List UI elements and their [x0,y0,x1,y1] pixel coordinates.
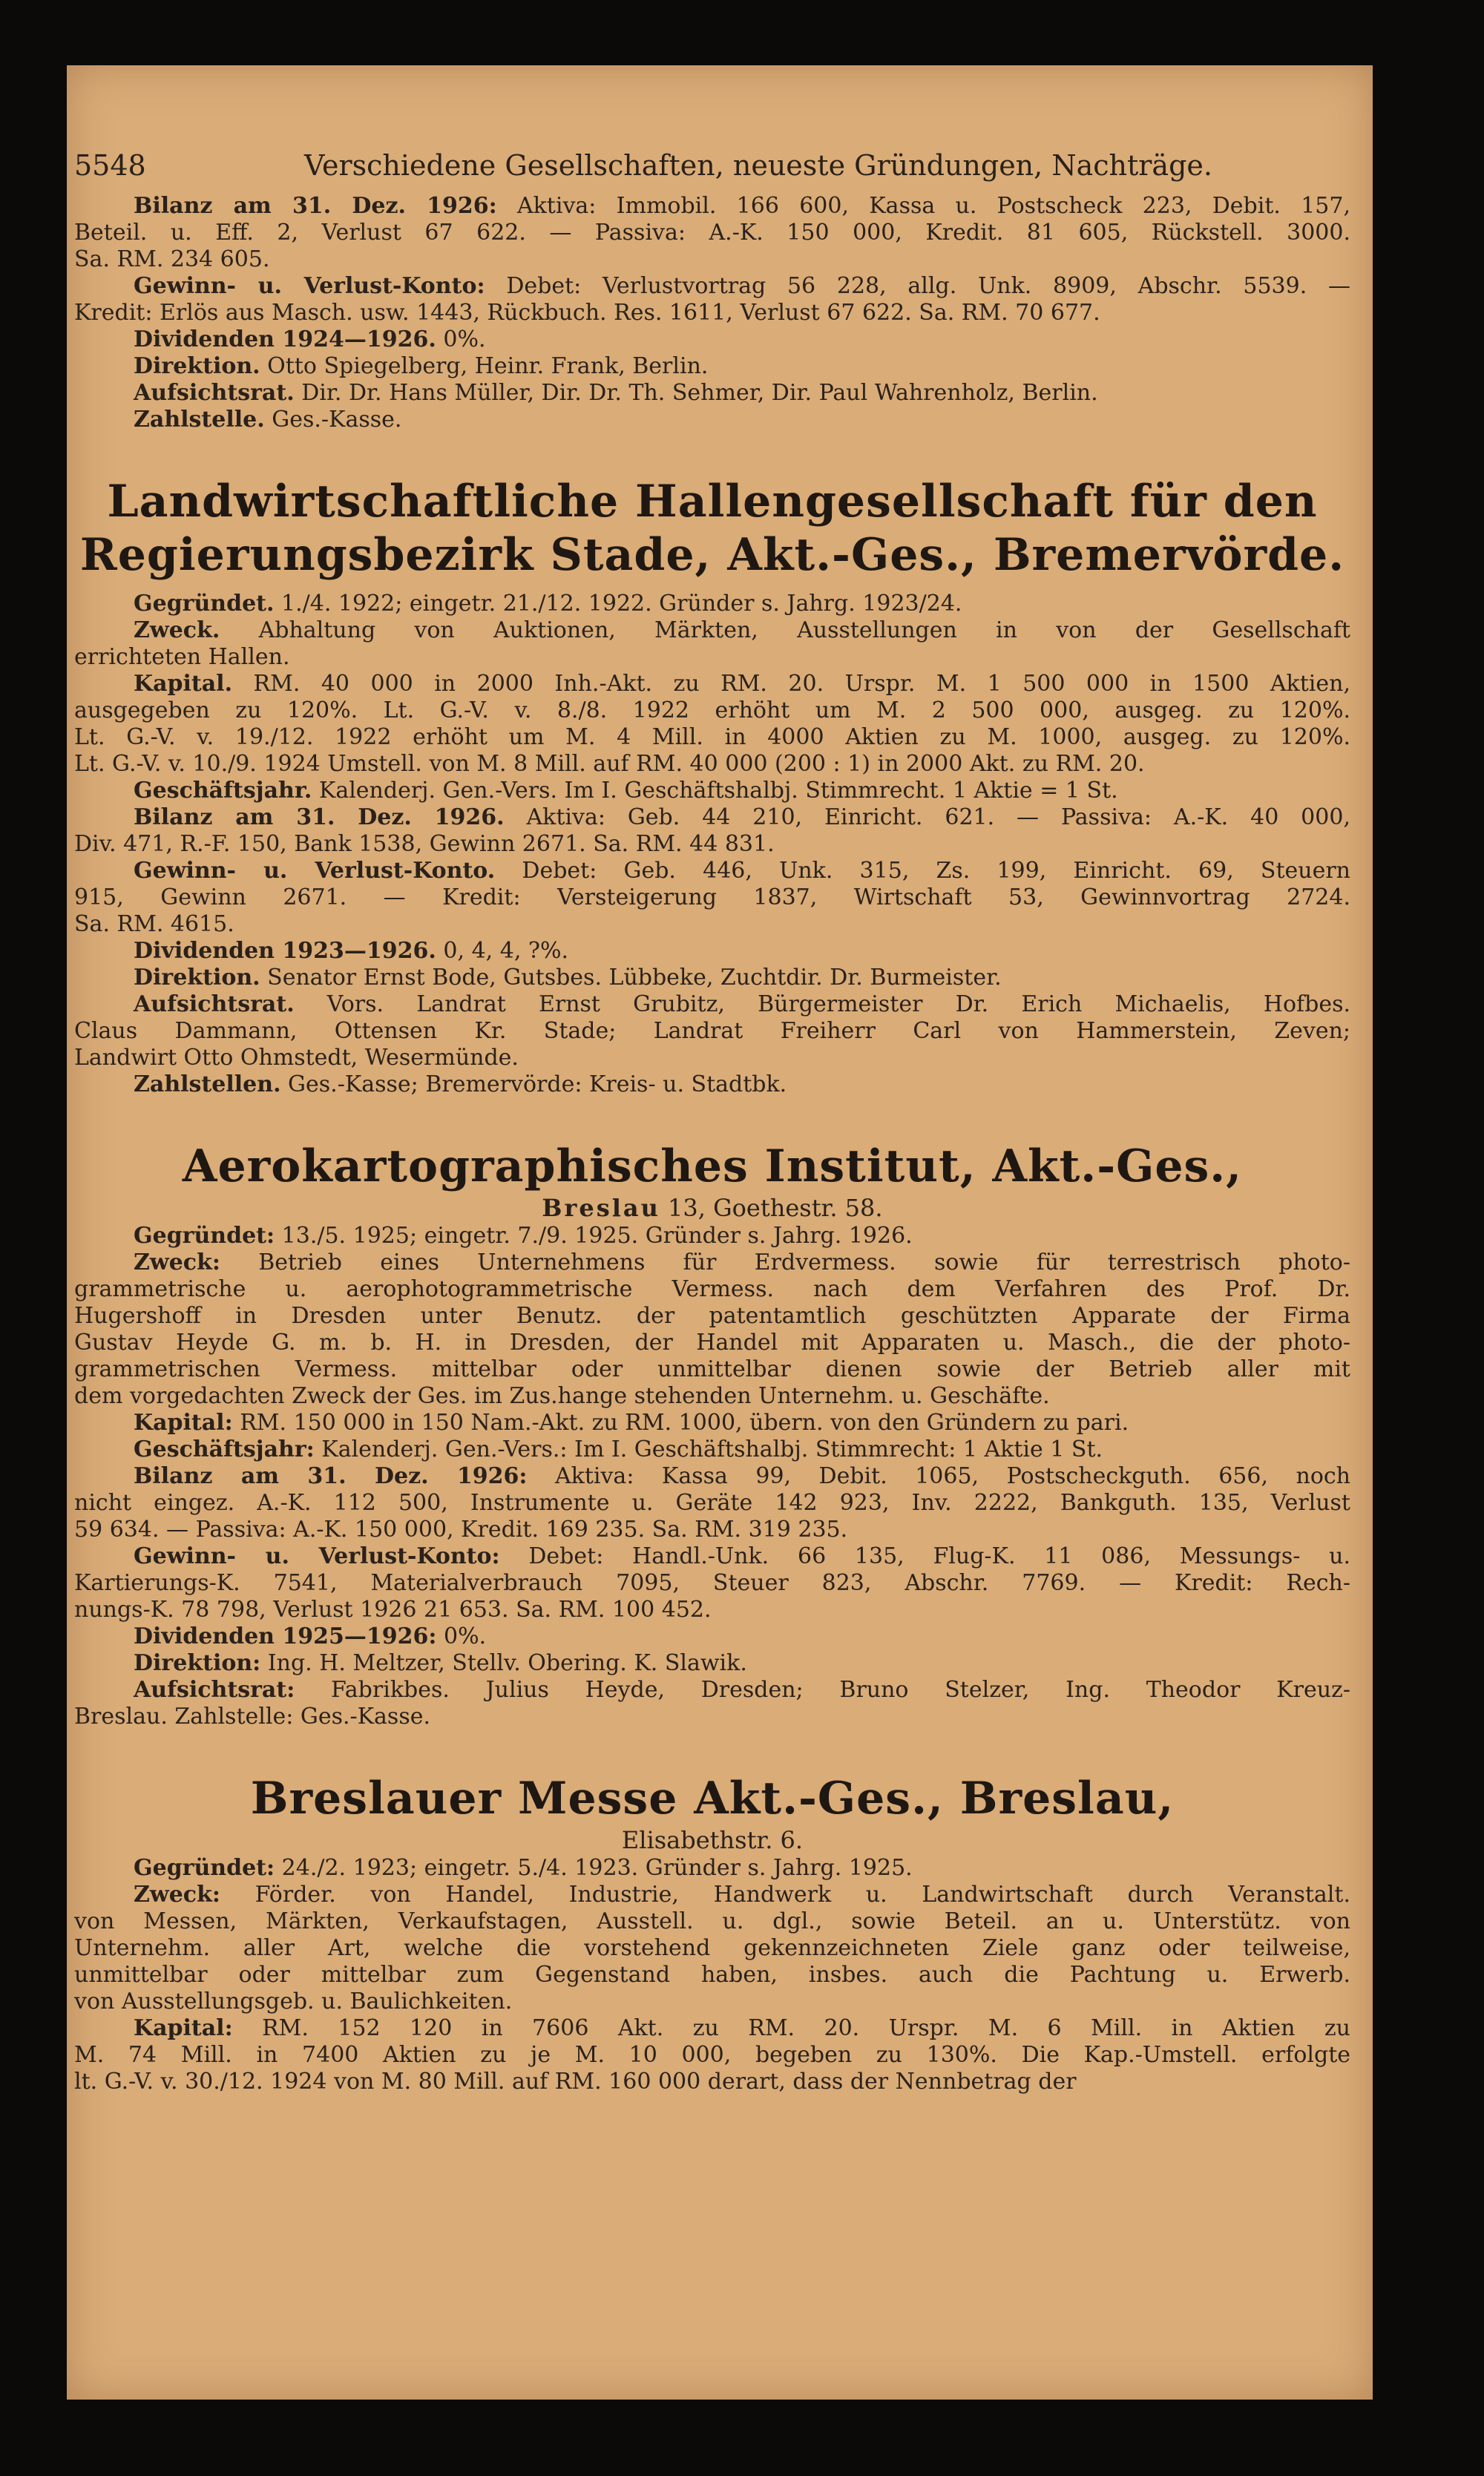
text-line [74,1704,1350,1730]
running-header [74,143,1350,188]
company-address-3: Elisabethstr. 6. [621,1826,804,1854]
entry-text: Claus Dammann, Ottensen Kr. Stade; Landrat Freiherr Carl von Hammerstein, Zeven; [74,1018,1350,1044]
text-line [74,1383,1350,1410]
text-line [74,778,1350,804]
entry-label: Zweck: [134,1250,220,1275]
text-line [74,2069,1350,2095]
text-line [74,831,1350,858]
entry-text: ausgegeben zu 120%. Lt. G.-V. v. 8./8. 1922 erhöht um M. 2 500 000, ausgeg. zu 120%. [74,697,1350,723]
entry-text: RM. 152 120 in 7606 Akt. zu RM. 20. Urspr. M. 6 Mill. in Aktien zu [232,2015,1350,2041]
text-line [74,617,1350,644]
entry-text: Senator Ernst Bode, Gutsbes. Lübbeke, Zuchtdir. Dr. Burmeister. [260,965,1002,991]
entry-label: Direktion. [134,353,260,379]
entry-text: errichteten Hallen. [74,644,290,670]
entry-text: nungs-K. 78 798, Verlust 1926 21 653. Sa. RM. 100 452. [74,1597,712,1623]
entry-label: Aufsichtsrat. [134,991,295,1017]
text-line [74,1855,1350,1882]
entry-text: Abhaltung von Auktionen, Märkten, Ausstellungen in von der Gesellschaft [220,617,1350,643]
text-line [74,644,1350,671]
entry-label: Geschäftsjahr: [134,1436,315,1462]
text-line [74,804,1350,831]
text-line [74,1356,1350,1383]
section-0 [74,193,1350,433]
entry-text: 0, 4, 4, ?%. [436,938,569,964]
text-line [74,1908,1350,1935]
text-line [74,911,1350,938]
text-line [74,1250,1350,1276]
entry-text: dem vorgedachten Zweck der Ges. im Zus.hange stehenden Unternehm. u. Geschäfte. [74,1383,1050,1409]
entry-label: Zweck: [134,1882,220,1908]
entry-text: Kredit: Erlös aus Masch. usw. 1443, Rückbuch. Res. 1611, Verlust 67 622. Sa. RM. 70 677. [74,300,1100,326]
entry-text: von Ausstellungsgeb. u. Baulichkeiten. [74,1989,513,2014]
entry-label: Zweck. [134,617,220,643]
text-line [74,1517,1350,1543]
text-line [74,1045,1350,1071]
entry-label: Zahlstelle. [134,407,265,433]
entry-text: Ing. H. Meltzer, Stellv. Obering. K. Slawik. [260,1650,747,1676]
text-line [74,1223,1350,1250]
entry-text: unmittelbar oder mittelbar zum Gegenstand haben, insbes. auch die Pachtung u. Erwerb. [74,1962,1350,1988]
text-line [74,407,1350,433]
entry-text: Landwirt Otto Ohmstedt, Wesermünde. [74,1045,519,1071]
entry-text: grammetrischen Vermess. mittelbar oder unmittelbar dienen sowie der Betrieb aller mit [74,1356,1350,1382]
entry-label: Bilanz am 31. Dez. 1926. [134,804,505,830]
text-line [74,2042,1350,2069]
entry-text: Kalenderj. Gen.-Vers.: Im I. Geschäftshalbj. Stimmrecht: 1 Aktie 1 St. [314,1436,1103,1462]
entry-text: Betrieb eines Unternehmens für Erdvermess. sowie für terrestrisch photo- [220,1250,1350,1275]
entry-label: Gegründet: [134,1223,275,1249]
running-title: Verschiedene Gesellschaften, neueste Gründungen, Nachträge. [304,149,1212,182]
text-line [74,300,1350,326]
entry-text: Unternehm. aller Art, welche die vorstehend gekennzeichneten Ziele ganz oder teilweise, [74,1935,1350,1961]
page-content [74,193,1350,2095]
entry-text: lt. G.-V. v. 30./12. 1924 von M. 80 Mill. auf RM. 160 000 derart, dass der Nennbetrag der [74,2069,1077,2095]
text-line [74,246,1350,273]
text-line [74,1330,1350,1356]
text-line [74,1962,1350,1989]
entry-label: Gewinn- u. Verlust-Konto: [134,273,485,299]
entry-text: Sa. RM. 234 605. [74,246,270,272]
entry-text: Ges.-Kasse. [264,407,402,433]
entry-label: Gewinn- u. Verlust-Konto. [134,858,496,884]
entry-text: von Messen, Märkten, Verkaufstagen, Ausstell. u. dgl., sowie Beteil. an u. Unterstütz. von [74,1908,1350,1934]
text-line [74,1303,1350,1330]
entry-text: Debet: Verlustvortrag 56 228, allg. Unk. 8909, Abschr. 5539. — [485,273,1351,299]
text-line [74,326,1350,353]
entry-label: Direktion. [134,965,260,991]
text-line [74,1597,1350,1623]
entry-text: 915, Gewinn 2671. — Kredit: Versteigerung 1837, Wirtschaft 53, Gewinnvortrag 2724. [74,884,1350,910]
text-line [74,1677,1350,1704]
text-line [74,1410,1350,1436]
entry-label: Aufsichtsrat: [134,1677,295,1703]
text-line [74,1650,1350,1677]
entry-text: Kartierungs-K. 7541, Materialverbrauch 7095, Steuer 823, Abschr. 7769. — Kredit: Rech- [74,1570,1350,1596]
entry-text: Dir. Dr. Hans Müller, Dir. Dr. Th. Sehmer, Dir. Paul Wahrenholz, Berlin. [294,380,1098,406]
entry-text: RM. 150 000 in 150 Nam.-Akt. zu RM. 1000, übern. von den Gründern zu pari. [232,1410,1129,1436]
text-line [74,884,1350,911]
entry-text: 0%. [436,1623,487,1649]
entry-label: Dividenden 1924—1926. [134,326,436,352]
text-line [74,858,1350,884]
company-title-1b: Regierungsbezirk Stade, Akt.-Ges., Bremervörde. [79,529,1345,581]
company-title-1a: Landwirtschaftliche Hallengesellschaft für den [107,476,1318,528]
text-line [74,591,1350,617]
text-line [74,671,1350,697]
entry-text: Sa. RM. 4615. [74,911,234,937]
entry-label: Bilanz am 31. Dez. 1926: [134,193,497,219]
entry-text: Lt. G.-V. v. 19./12. 1922 erhöht um M. 4 Mill. in 4000 Aktien zu M. 1000, ausgeg. zu 120%. [74,724,1350,750]
entry-text: Aktiva: Geb. 44 210, Einricht. 621. — Passiva: A.-K. 40 000, [504,804,1350,830]
entry-text: Otto Spiegelberg, Heinr. Frank, Berlin. [260,353,709,379]
entry-text: 13./5. 1925; eingetr. 7./9. 1925. Gründer s. Jahrg. 1926. [275,1223,913,1249]
page-number: 5548 [74,149,146,182]
entry-label: Gewinn- u. Verlust-Konto: [134,1543,500,1569]
text-line [74,1276,1350,1303]
street-address: 13, Goethestr. 58. [660,1194,883,1222]
entry-text: nicht eingez. A.-K. 112 500, Instrumente u. Geräte 142 923, Inv. 2222, Bankguth. 135, Verlust [74,1490,1350,1516]
entry-text: Vors. Landrat Ernst Grubitz, Bürgermeister Dr. Erich Michaelis, Hofbes. [294,991,1350,1017]
entry-text: 59 634. — Passiva: A.-K. 150 000, Kredit. 169 235. Sa. RM. 319 235. [74,1517,848,1543]
entry-label: Zahlstellen. [134,1071,281,1097]
entry-text: Hugershoff in Dresden unter Benutz. der patentamtlich geschützten Apparate der Firma [74,1303,1350,1329]
text-line [74,751,1350,778]
section-1 [74,591,1350,1098]
text-line [74,1018,1350,1045]
entry-text: RM. 40 000 in 2000 Inh.-Akt. zu RM. 20. Urspr. M. 1 500 000 in 1500 Aktien, [232,671,1350,697]
text-line [74,1543,1350,1570]
entry-text: Fabrikbes. Julius Heyde, Dresden; Bruno Stelzer, Ing. Theodor Kreuz- [295,1677,1350,1703]
entry-label: Kapital. [134,671,233,697]
text-line [74,1623,1350,1650]
entry-label: Kapital: [134,2015,233,2041]
city-name: Breslau [542,1194,660,1222]
entry-label: Aufsichtsrat. [134,380,295,406]
company-title-3: Breslauer Messe Akt.-Ges., Breslau, [250,1773,1175,1825]
entry-text: Debet: Geb. 446, Unk. 315, Zs. 199, Einricht. 69, Steuern [495,858,1350,884]
entry-text: Aktiva: Immobil. 166 600, Kassa u. Postscheck 223, Debit. 157, [496,193,1350,219]
text-line [74,1935,1350,1962]
text-line [74,220,1350,246]
entry-text: 24./2. 1923; eingetr. 5./4. 1923. Gründer s. Jahrg. 1925. [275,1855,913,1881]
text-line [74,1463,1350,1490]
text-line [74,938,1350,965]
text-line [74,1989,1350,2015]
text-line [74,2015,1350,2042]
text-line [74,1071,1350,1098]
text-line [74,1570,1350,1597]
company-title-2: Aerokartographisches Institut, Akt.-Ges., [182,1140,1243,1192]
entry-text: 1./4. 1922; eingetr. 21./12. 1922. Gründer s. Jahrg. 1923/24. [274,591,962,617]
entry-label: Geschäftsjahr. [134,778,312,804]
text-line [74,965,1350,991]
entry-label: Bilanz am 31. Dez. 1926: [134,1463,528,1489]
entry-text: Ges.-Kasse; Bremervörde: Kreis- u. Stadtbk. [280,1071,787,1097]
entry-text: Debet: Handl.-Unk. 66 135, Flug-K. 11 086, Messungs- u. [499,1543,1351,1569]
text-line [74,273,1350,300]
entry-text: grammetrische u. aerophotogrammetrische Vermess. nach dem Verfahren des Prof. Dr. [74,1276,1350,1302]
entry-text: Förder. von Handel, Industrie, Handwerk u. Landwirtschaft durch Veranstalt. [220,1882,1350,1908]
text-line [74,380,1350,407]
entry-text: Aktiva: Kassa 99, Debit. 1065, Postscheckguth. 656, noch [527,1463,1351,1489]
text-line [74,193,1350,220]
company-address-2 [74,1193,1350,1223]
scanned-page [67,65,1373,2400]
entry-text: M. 74 Mill. in 7400 Aktien zu je M. 10 000, begeben zu 130%. Die Kap.-Umstell. erfolgte [74,2042,1350,2068]
entry-label: Dividenden 1925—1926: [134,1623,437,1649]
entry-label: Dividenden 1923—1926. [134,938,436,964]
text-line [74,1882,1350,1908]
section-3 [74,1855,1350,2095]
text-line [74,1436,1350,1463]
text-line [74,1490,1350,1517]
entry-text: Lt. G.-V. v. 10./9. 1924 Umstell. von M. 8 Mill. auf RM. 40 000 (200 : 1) in 2000 Akt. zu RM. 20. [74,751,1145,777]
entry-text: Gustav Heyde G. m. b. H. in Dresden, der Handel mit Apparaten u. Masch., die der photo- [74,1330,1350,1356]
entry-label: Gegründet: [134,1855,275,1881]
entry-label: Kapital: [134,1410,233,1436]
entry-label: Direktion: [134,1650,261,1676]
entry-text: Beteil. u. Eff. 2, Verlust 67 622. — Passiva: A.-K. 150 000, Kredit. 81 605, Rückstell. 3000. [74,220,1350,246]
section-2 [74,1223,1350,1730]
text-line [74,724,1350,751]
text-line [74,353,1350,380]
entry-text: Kalenderj. Gen.-Vers. Im I. Geschäftshalbj. Stimmrecht. 1 Aktie = 1 St. [312,778,1118,804]
entry-text: Breslau. Zahlstelle: Ges.-Kasse. [74,1704,431,1730]
text-line [74,991,1350,1018]
entry-text: 0%. [436,326,486,352]
entry-text: Div. 471, R.-F. 150, Bank 1538, Gewinn 2671. Sa. RM. 44 831. [74,831,775,857]
text-line [74,697,1350,724]
entry-label: Gegründet. [134,591,275,617]
